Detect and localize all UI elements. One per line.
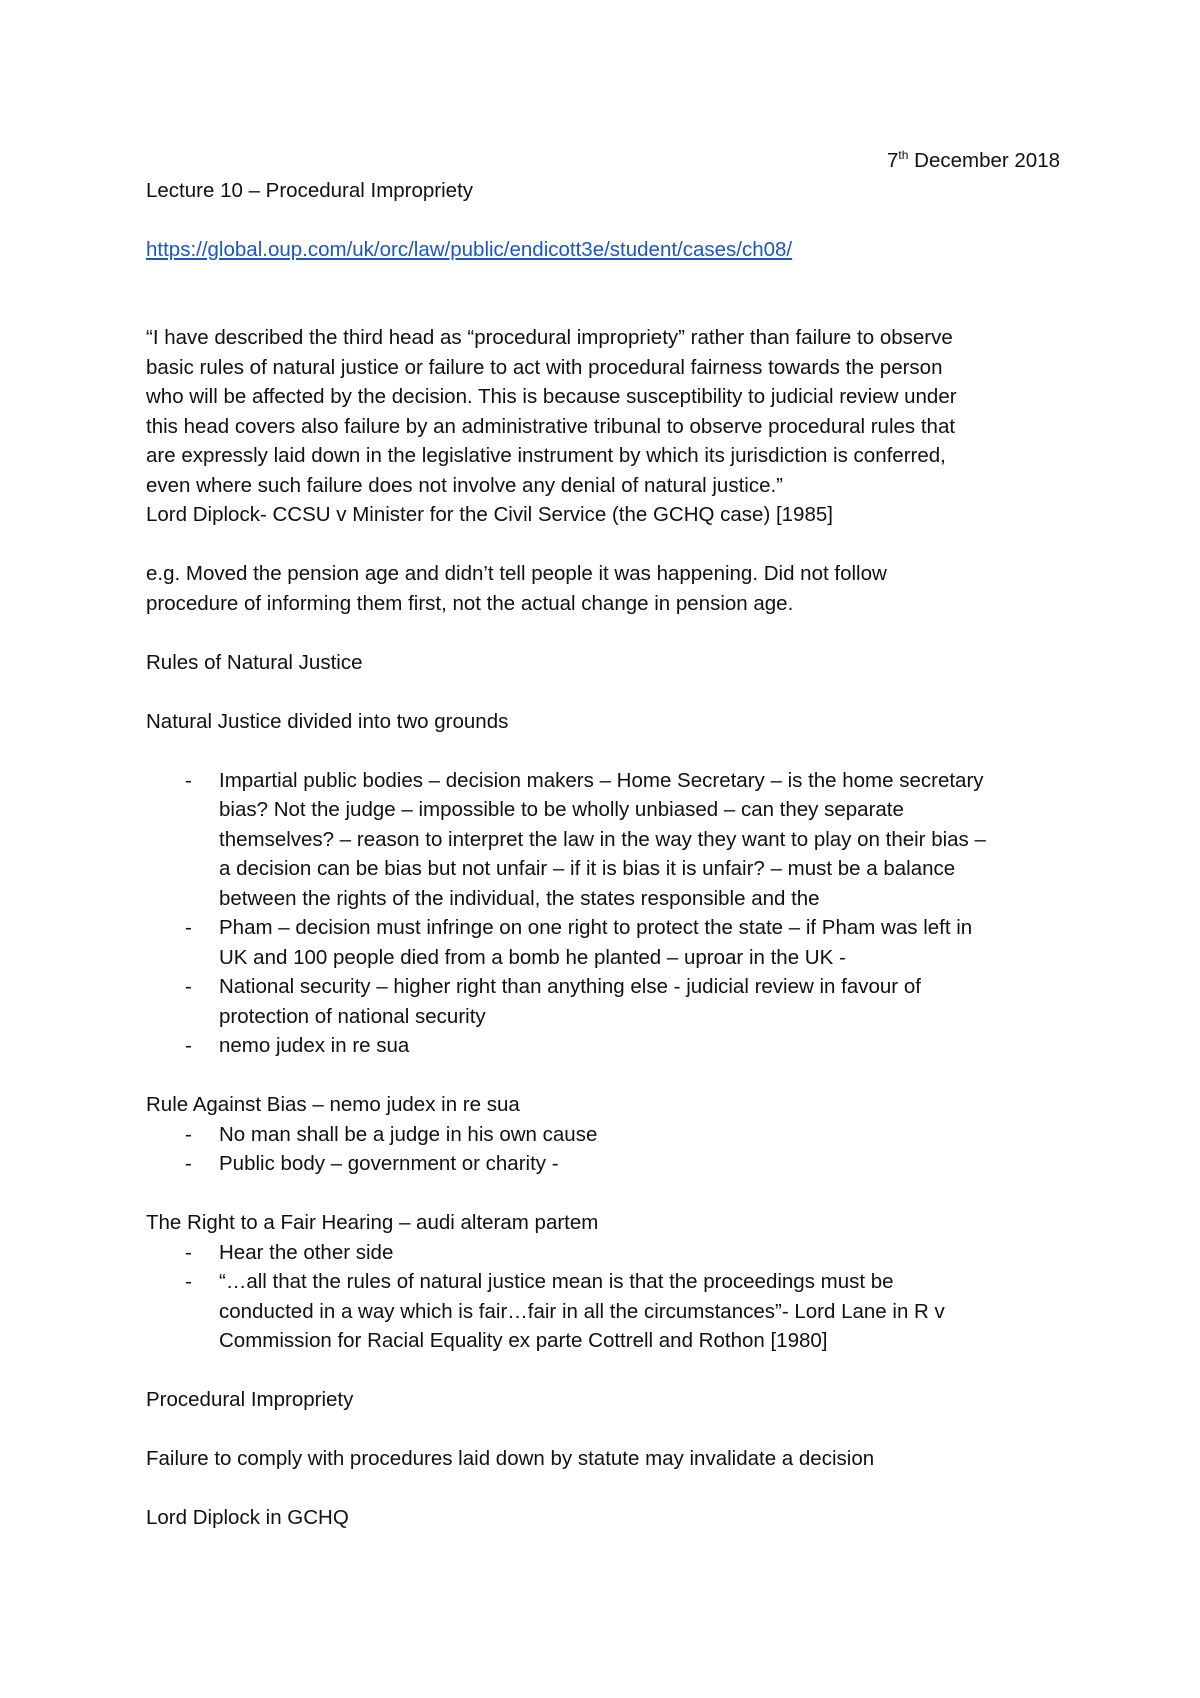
list-item-line: National security – higher right than anything else - judicial review in favour of	[219, 975, 921, 998]
example-line: procedure of informing them first, not the actual change in pension age.	[146, 591, 794, 615]
date-suffix: th	[898, 148, 909, 162]
list-item-line: nemo judex in re sua	[219, 1034, 410, 1057]
quote-line: basic rules of natural justice or failure to act with procedural fairness towards the person	[146, 355, 943, 379]
quote-line: this head covers also failure by an administrative tribunal to observe procedural rules that	[146, 414, 956, 438]
list-item	[146, 1149, 1066, 1179]
hearing-heading: The Right to a Fair Hearing – audi alteram partem	[146, 1211, 599, 1234]
dash-bullet: -	[185, 1270, 192, 1293]
rules-heading: Rules of Natural Justice	[146, 650, 363, 674]
hearing-list	[146, 1238, 1066, 1356]
pension-example	[146, 559, 1066, 618]
list-item-line: Impartial public bodies – decision makers – Home Secretary – is the home secretary	[219, 768, 984, 792]
failure-text: Failure to comply with procedures laid down by statute may invalidate a decision	[146, 1447, 875, 1470]
list-item-line: Hear the other side	[219, 1240, 394, 1264]
list-item	[146, 766, 1066, 914]
list-item-line: between the rights of the individual, the states responsible and the	[219, 886, 820, 910]
quote-line: “I have described the third head as “procedural impropriety” rather than failure to observe	[146, 326, 953, 349]
bias-heading: Rule Against Bias – nemo judex in re sua	[146, 1093, 520, 1116]
list-item-line: Public body – government or charity -	[219, 1152, 559, 1175]
dash-bullet: -	[185, 916, 192, 939]
quote-line: even where such failure does not involve any denial of natural justice.”	[146, 473, 784, 497]
dash-bullet: -	[185, 975, 192, 998]
grounds-list	[146, 766, 1066, 1061]
example-line: e.g. Moved the pension age and didn’t tell people it was happening. Did not follow	[146, 562, 887, 585]
list-item	[146, 1031, 1066, 1061]
quote-line: are expressly laid down in the legislative instrument by which its jurisdiction is conferred,	[146, 444, 946, 467]
grounds-heading: Natural Justice divided into two grounds	[146, 709, 509, 733]
list-item-line: themselves? – reason to interpret the law in the way they want to play on their bias –	[219, 827, 986, 851]
document-body	[146, 146, 1066, 1533]
quote-attribution: Lord Diplock- CCSU v Minister for the Civil Service (the GCHQ case) [1985]	[146, 503, 833, 526]
list-item-line: Pham – decision must infringe on one right to protect the state – if Pham was left in	[219, 916, 973, 939]
diplock-quote	[146, 323, 1066, 530]
quote-line: who will be affected by the decision. This is because susceptibility to judicial review under	[146, 385, 957, 408]
cases-link[interactable]: https://global.oup.com/uk/orc/law/public/endicott3e/student/cases/ch08/	[146, 237, 793, 261]
bias-list	[146, 1120, 1066, 1179]
dash-bullet: -	[185, 1152, 192, 1175]
list-item-line: bias? Not the judge – impossible to be wholly unbiased – can they separate	[219, 798, 904, 821]
list-item-line: Commission for Racial Equality ex parte Cottrell and Rothon [1980]	[219, 1329, 828, 1352]
list-item-line: conducted in a way which is fair…fair in all the circumstances”- Lord Lane in R v	[219, 1299, 945, 1323]
lecture-date	[146, 146, 1066, 176]
list-item-line: a decision can be bias but not unfair – if it is bias it is unfair? – must be a balance	[219, 857, 956, 880]
list-item-line: “…all that the rules of natural justice mean is that the proceedings must be	[219, 1270, 894, 1293]
lecture-title: Lecture 10 – Procedural Impropriety	[146, 178, 474, 202]
list-item-line: protection of national security	[219, 1004, 486, 1028]
dash-bullet: -	[185, 1240, 192, 1264]
list-item	[146, 972, 1066, 1031]
dash-bullet: -	[185, 1122, 192, 1146]
list-item-line: UK and 100 people died from a bomb he planted – uproar in the UK -	[219, 945, 846, 969]
list-item	[146, 1120, 1066, 1150]
list-item-line: No man shall be a judge in his own cause	[219, 1122, 598, 1146]
date-day: 7	[887, 149, 899, 172]
procedural-heading: Procedural Impropriety	[146, 1388, 354, 1411]
list-item	[146, 1267, 1066, 1356]
list-item	[146, 1238, 1066, 1268]
date-rest: December 2018	[908, 149, 1060, 172]
dash-bullet: -	[185, 1034, 192, 1057]
dash-bullet: -	[185, 768, 192, 792]
list-item	[146, 913, 1066, 972]
diplock-text: Lord Diplock in GCHQ	[146, 1506, 349, 1529]
